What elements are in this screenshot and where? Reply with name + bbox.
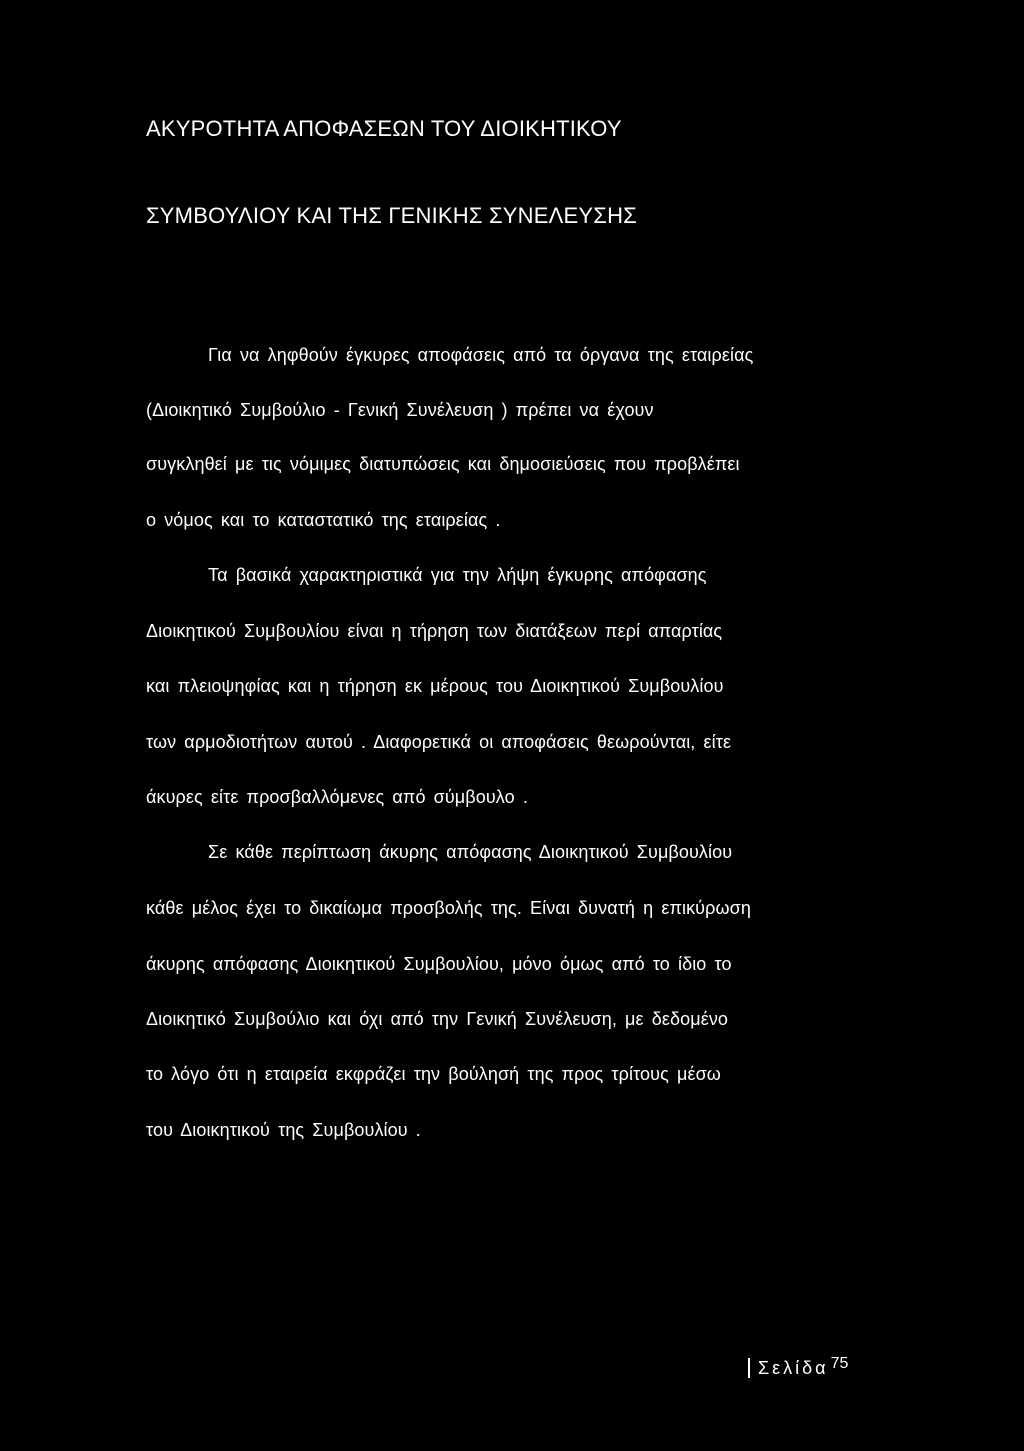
- paragraph-3-line-6: του Διοικητικού της Συμβουλίου .: [146, 1120, 421, 1140]
- paragraph-1-line-1: Για να ληφθούν έγκυρες αποφάσεις από τα όργανα της εταιρείας: [208, 345, 754, 365]
- footer-page-label: Σελίδα: [758, 1358, 829, 1378]
- paragraph-2-line-2: Διοικητικού Συμβουλίου είναι η τήρηση των διατάξεων περί απαρτίας: [146, 621, 723, 641]
- document-title-line-1: ΑΚΥΡΟΤΗΤΑ ΑΠΟΦΑΣΕΩΝ ΤΟΥ ΔΙΟΙΚΗΤΙΚΟΥ: [146, 116, 622, 141]
- paragraph-2-line-5: άκυρες είτε προσβαλλόμενες από σύμβουλο .: [146, 787, 528, 807]
- paragraph-3-line-2: κάθε μέλος έχει το δικαίωμα προσβολής της. Είναι δυνατή η επικύρωση: [146, 898, 751, 918]
- paragraph-2-line-4: των αρμοδιοτήτων αυτού . Διαφορετικά οι αποφάσεις θεωρούνται, είτε: [146, 732, 732, 752]
- page-footer: [748, 1356, 848, 1378]
- paragraph-3-line-4: Διοικητικό Συμβούλιο και όχι από την Γενική Συνέλευση, με δεδομένο: [146, 1009, 729, 1029]
- paragraph-2-line-1: Τα βασικά χαρακτηριστικά για την λήψη έγκυρης απόφασης: [208, 565, 707, 585]
- footer-divider: [748, 1358, 750, 1378]
- paragraph-2-line-3: και πλειοψηφίας και η τήρηση εκ μέρους του Διοικητικού Συμβουλίου: [146, 676, 724, 696]
- paragraph-3-line-5: το λόγο ότι η εταιρεία εκφράζει την βούλησή της προς τρίτους μέσω: [146, 1064, 721, 1084]
- footer-page-number: 75: [830, 1355, 849, 1372]
- paragraph-3-line-1: Σε κάθε περίπτωση άκυρης απόφασης Διοικητικού Συμβουλίου: [208, 842, 733, 862]
- paragraph-1-line-4: ο νόμος και το καταστατικό της εταιρείας .: [146, 510, 501, 530]
- paragraph-3-line-3: άκυρης απόφασης Διοικητικού Συμβουλίου, μόνο όμως από το ίδιο το: [146, 954, 732, 974]
- paragraph-1-line-2: (Διοικητικό Συμβούλιο - Γενική Συνέλευση ) πρέπει να έχουν: [146, 400, 654, 420]
- document-title-line-2: ΣΥΜΒΟΥΛΙΟΥ ΚΑΙ ΤΗΣ ΓΕΝΙΚΗΣ ΣΥΝΕΛΕΥΣΗΣ: [146, 203, 637, 228]
- paragraph-1-line-3: συγκληθεί με τις νόμιμες διατυπώσεις και δημοσιεύσεις που προβλέπει: [146, 454, 740, 474]
